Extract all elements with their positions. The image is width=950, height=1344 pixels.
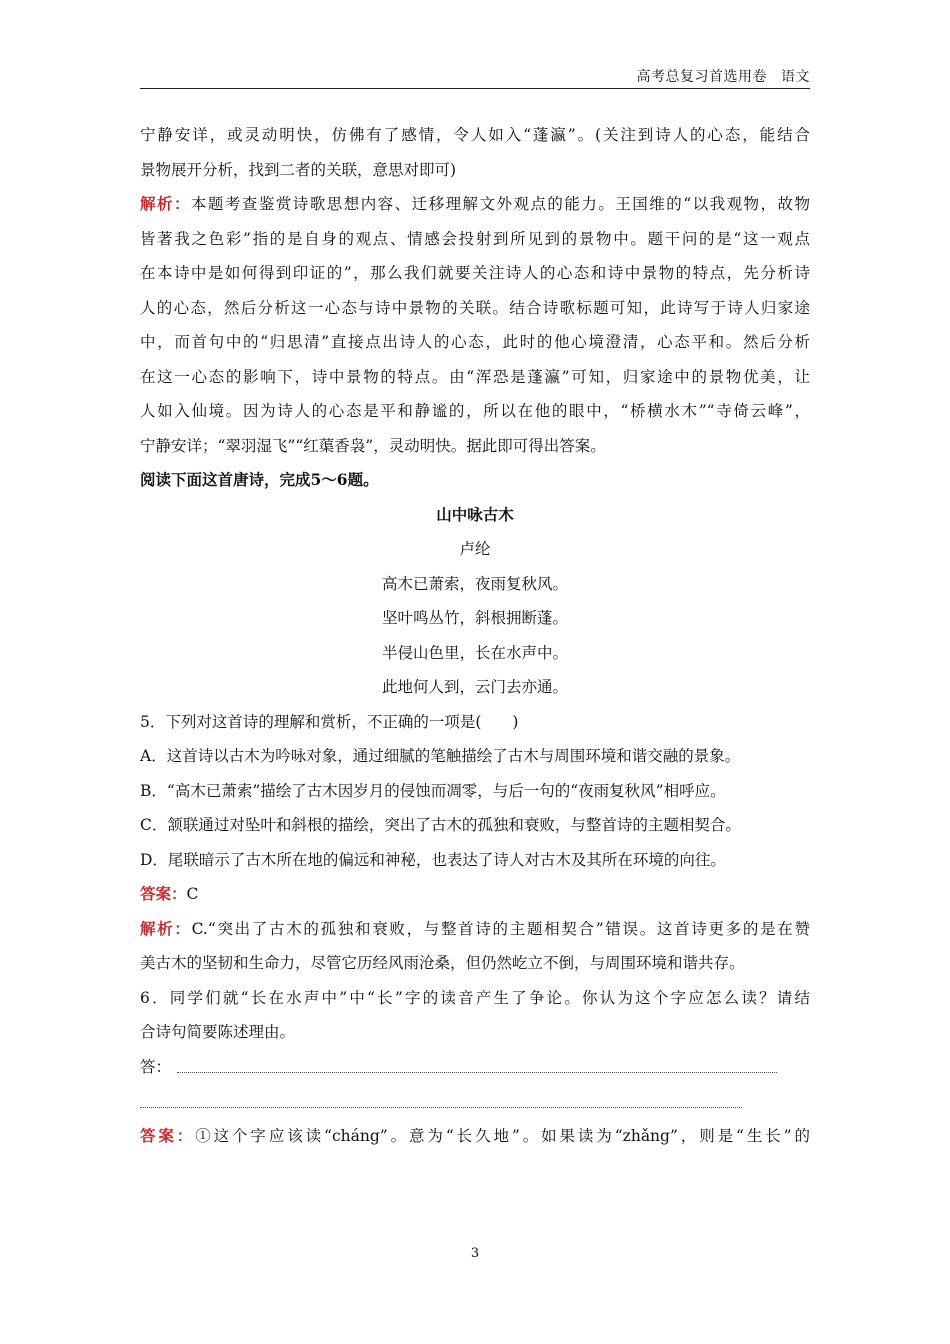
answer-row	[140, 1050, 810, 1085]
header-divider	[140, 88, 810, 89]
option-d: D．尾联暗示了古木所在地的偏远和神秘，也表达了诗人对古木及其所在环境的向往。	[140, 850, 726, 869]
q6-answer	[140, 1119, 810, 1154]
analysis-label: 解析：	[140, 918, 192, 938]
analysis-line	[140, 187, 810, 222]
text-line: 人的心态，然后分析这一心态与诗中景物的关联。结合诗歌标题可知，此诗写于诗人归家途	[140, 298, 810, 317]
poem-verse: 坚叶鸣丛竹，斜根拥断蓬。	[381, 609, 568, 627]
text-line: 中，而首句中的“归思清”直接点出诗人的心态，此时的他心境澄清，心态平和。然后分析	[140, 333, 810, 351]
option-a: A．这首诗以古木为吟咏对象，通过细腻的笔触描绘了古木与周围环境和谐交融的景象。	[140, 747, 741, 765]
question-5-stem: 5．下列对这首诗的理解和赏析，不正确的一项是( )	[140, 712, 519, 731]
analysis-text: C.“突出了古木的孤独和衰败，与整首诗的主题相契合”错误。这首诗更多的是在赞	[191, 919, 810, 938]
poem-verse: 高木已萧索，夜雨复秋风。	[381, 574, 568, 593]
question-6-stem: 6．同学们就“长在水声中”中“长”字的读音产生了争论。你认为这个字应怎么读？请结	[140, 988, 810, 1007]
header-subject: 语文	[781, 69, 810, 85]
option-b: B．“高木已萧索”描绘了古木因岁月的侵蚀而凋零，与后一句的“夜雨复秋风”相呼应。	[140, 781, 726, 800]
document-body	[140, 118, 810, 1153]
answer-blank-line[interactable]	[177, 1062, 777, 1073]
text-line: 在这一心态的影响下，诗中景物的特点。由“浑恐是蓬瀛”可知，归家途中的景物优美，让	[140, 367, 810, 386]
text-line: 人如入仙境。因为诗人的心态是平和静谧的，所以在他的眼中，“桥横水木”“寺倚云峰”，	[140, 402, 810, 420]
q5-answer	[140, 877, 810, 912]
answer-value: C	[186, 885, 199, 903]
text-line: 宁静安详，或灵动明快，仿佛有了感情，令人如入“蓬瀛”。(关注到诗人的心态，能结合	[140, 126, 810, 144]
option-c: C．颔联通过对坠叶和斜根的描绘，突出了古木的孤独和衰败，与整首诗的主题相契合。	[140, 816, 741, 834]
poem-verse: 半侵山色里，长在水声中。	[381, 643, 568, 662]
answer-label: 答案：	[140, 884, 187, 903]
answer-prompt: 答：	[140, 1057, 172, 1076]
answer-text: ①这个字应该读“cháng”。意为“长久地”。如果读为“zhǎng”，则是“生长”的	[195, 1126, 810, 1145]
analysis-text: 本题考查鉴赏诗歌思想内容、迁移理解文外观点的能力。王国维的“以我观物，故物	[190, 195, 810, 213]
text-line: 在本诗中是如何得到印证的”，那么我们就要关注诗人的心态和诗中景物的特点，先分析诗	[140, 264, 810, 282]
reading-instruction: 阅读下面这首唐诗，完成5～6题。	[140, 470, 379, 489]
answer-label: 答案：	[140, 1125, 196, 1145]
text-line: 美古木的坚韧和生命力，尽管它历经风雨沧桑，但仍然屹立不倒，与周围环境和谐共存。	[140, 954, 745, 972]
poem-author: 卢纶	[459, 540, 491, 558]
text-line: 合诗句简要陈述理由。	[140, 1023, 296, 1041]
analysis-label: 解析：	[140, 194, 191, 213]
text-line: 景物展开分析，找到二者的关联，意思对即可)	[140, 160, 457, 179]
answer-blank-line[interactable]	[140, 1097, 742, 1108]
text-line: 皆著我之色彩”指的是自身的观点、情感会投射到所见到的景物中。题干问的是“这一观点	[140, 229, 810, 248]
page-number: 3	[470, 1246, 480, 1261]
poem-verse: 此地何人到，云门去亦通。	[381, 678, 568, 696]
page-header	[637, 66, 811, 86]
text-line: 宁静安详；“翠羽湿飞”“红蕖香袅”，灵动明快。据此即可得出答案。	[140, 436, 606, 455]
header-book-title: 高考总复习首选用卷	[636, 69, 767, 85]
poem-title: 山中咏古木	[436, 504, 514, 524]
q5-analysis	[140, 912, 810, 947]
answer-row	[140, 1084, 810, 1119]
